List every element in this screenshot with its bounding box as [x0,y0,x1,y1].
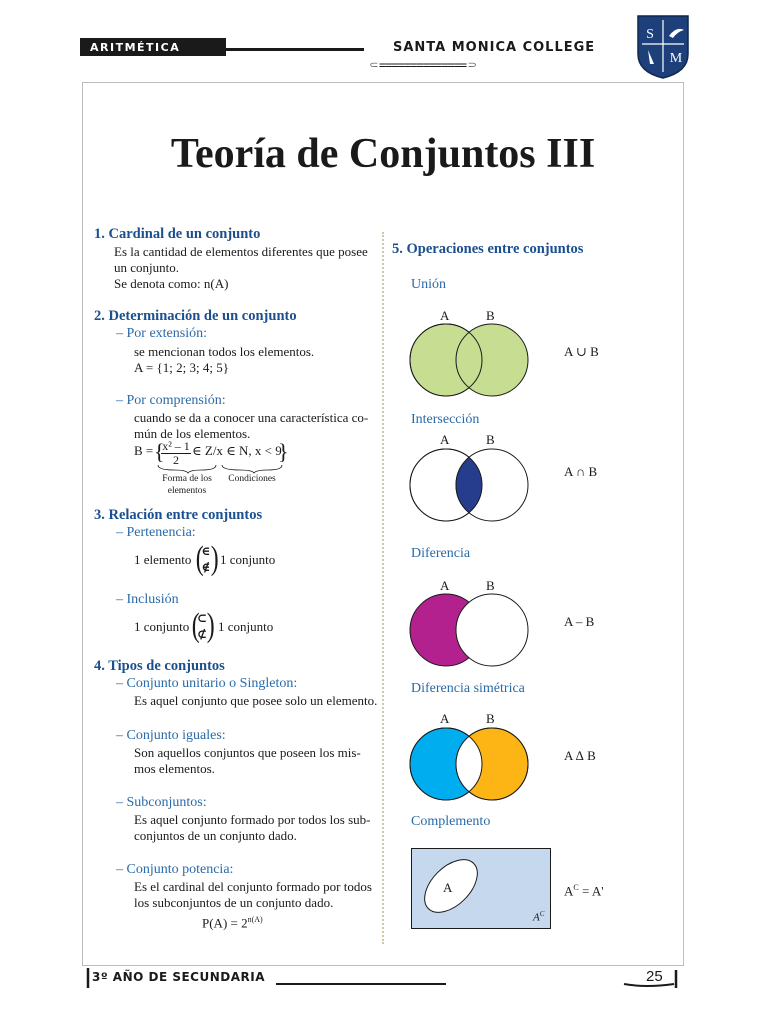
venn-label-a: A [440,578,450,593]
power-set-text [134,879,372,911]
college-logo [636,14,690,80]
complement-set-a: A [443,880,453,895]
paren-close: ) [210,540,219,577]
symmetric-difference-venn-diagram [408,726,530,802]
extension-label: – Por extensión: [116,326,207,341]
section-1-text [114,244,368,292]
paren-close: ) [206,607,215,644]
comprehension-text [134,410,368,442]
formula-exponent: n(A) [247,915,263,924]
page-title: Teoría de Conjuntos III [170,131,596,177]
complement-label: Complemento [411,814,491,829]
college-underline: ⸦==============⸧ [368,58,478,72]
section-3-heading: 3. Relación entre conjuntos [94,507,263,523]
venn-label-b: B [486,432,495,447]
formula-prefix: B = [134,443,154,458]
subsets-label: – Subconjuntos: [116,795,207,810]
subject-label: ARITMÉTICA [80,38,226,56]
comprehension-label: – Por comprensión: [116,393,226,408]
venn-label-b: B [486,308,495,323]
subset-icon: ⊂ [196,611,208,625]
complement-sup: C [539,910,545,918]
section-5-heading: 5. Operaciones entre conjuntos [392,241,584,257]
intersection-expression: A ∩ B [564,464,598,479]
venn-label-b: B [486,578,495,593]
subsets-text [134,812,371,844]
equal-sets-label: – Conjunto iguales: [116,728,226,743]
page-number: 25 [646,968,663,985]
text-line: Son aquellos conjuntos que poseen los mis- [134,745,361,760]
text-line: los subconjuntos de un conjunto dado. [134,895,334,910]
complement-diagram [411,848,552,930]
difference-label: Diferencia [411,546,471,561]
union-expression: A ∪ B [564,344,599,359]
set-b-circle [456,594,528,666]
college-name: SANTA MONICA COLLEGE [393,40,596,55]
symmetric-difference-label: Diferencia simétrica [411,681,525,696]
singleton-label: – Conjunto unitario o Singleton: [116,676,298,691]
set-b-circle [456,324,528,396]
logo-letter-m: M [669,51,683,66]
element-of-icon: ∈ [201,544,211,558]
grade-label: 3º AÑO DE SECUNDARIA [92,970,266,984]
column-divider [382,232,384,944]
text-line: un conjunto. [114,260,179,275]
caption-form: Forma de los elementos [162,474,212,496]
intersection-venn-diagram [408,447,530,523]
equal-sets-text [134,745,361,777]
extension-text [134,344,314,376]
difference-venn-diagram [408,592,530,668]
formula-conditions: ∈ Z/x ∈ N, x < 9 [192,443,282,458]
inclusion-right: 1 conjunto [218,619,274,634]
difference-expression: A – B [564,614,595,629]
logo-letter-s: S [646,27,654,42]
symmetric-difference-expression: A ∆ B [564,748,596,763]
expr-sup: C [573,883,579,892]
union-label: Unión [411,277,446,292]
power-set-formula [202,912,263,931]
caption-conditions: Condiciones [228,474,276,484]
brace-close: } [278,439,289,464]
membership-left: 1 elemento [134,552,192,567]
complement-expression [564,880,604,899]
text-line: mún de los elementos. [134,426,251,441]
venn-label-b: B [486,711,495,726]
union-venn-diagram [408,322,530,398]
not-subset-icon: ⊄ [196,627,208,641]
section-1-heading: 1. Cardinal de un conjunto [94,226,261,242]
membership-right: 1 conjunto [220,552,276,567]
not-element-of-icon: ∉ [201,560,211,574]
membership-label: – Pertenencia: [116,525,196,540]
venn-label-a: A [440,308,450,323]
venn-label-a: A [440,432,450,447]
singleton-text: Es aquel conjunto que posee solo un elemento. [134,693,378,708]
text-line: Es la cantidad de elementos diferentes que posee [114,244,368,259]
inclusion-left: 1 conjunto [134,619,190,634]
text-line: se mencionan todos los elementos. [134,344,315,359]
set-a-definition: A = {1; 2; 3; 4; 5} [134,360,229,375]
venn-label-a: A [440,711,450,726]
intersection-label: Intersección [411,412,480,427]
text-line: Es el cardinal del conjunto formado por todos [134,879,372,894]
section-4-heading: 4. Tipos de conjuntos [94,658,225,674]
complement-region-label [533,910,544,924]
power-set-label: – Conjunto potencia: [116,862,234,877]
text-line: conjuntos de un conjunto dado. [134,828,297,843]
text-line: Se denota como: n(A) [114,276,229,291]
text-line: Es aquel conjunto formado por todos los sub- [134,812,371,827]
section-2-heading: 2. Determinación de un conjunto [94,308,297,324]
paren-open: ( [191,607,200,644]
fraction-denominator: 2 [161,453,191,467]
complement-base: A [533,911,540,924]
expr-base: A [564,883,574,899]
fraction-numerator: x² – 1 [162,439,190,453]
expr-rest: = A' [578,883,604,899]
inclusion-label: – Inclusión [116,592,179,607]
brace-open: { [154,439,165,464]
text-line: mos elementos. [134,761,215,776]
paren-open: ( [195,540,204,577]
fraction [161,440,191,467]
text-line: cuando se da a conocer una característica co- [134,410,369,425]
header-rule [226,48,364,51]
formula-base: P(A) = 2 [202,915,248,931]
